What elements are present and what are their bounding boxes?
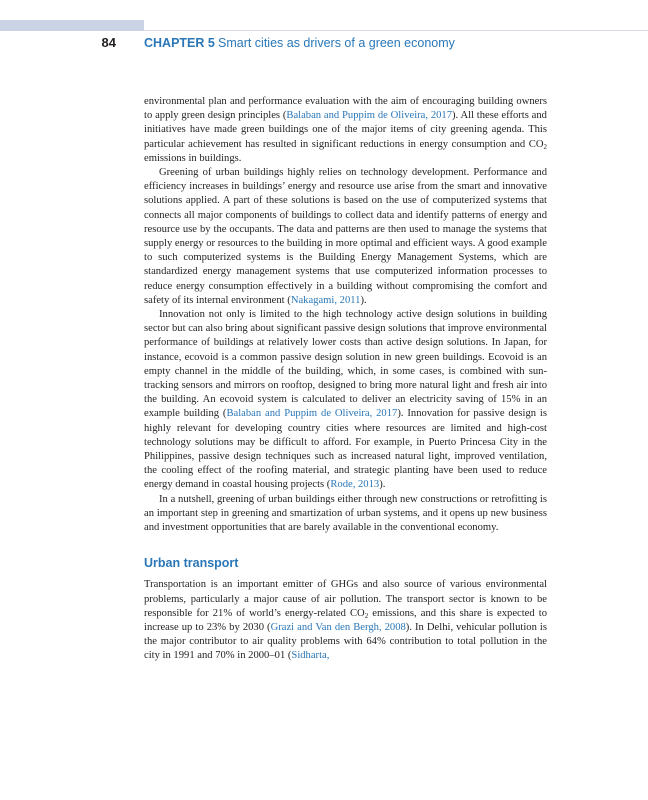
text: environmental plan and performance evaluation with the aim of encouraging building owners to apply green design principles (: [144, 96, 547, 122]
paragraph-5: [144, 578, 547, 663]
text: Greening of urban buildings highly relies on technology development. Performance and efficiency increases in buildings’ energy and resource use arise from the smart and innovative solutions applied. A part of these solutions is based on the use of computerized systems that connects all major components of buildings to collect data and identify patterns of energy and resource use by the occupants. The data and patterns are then used to manage the systems that supply energy or resources to the building in more optimal and efficient ways. A good example to such computerized systems is the Building Energy Management Systems, which are standardized energy management systems that use computerized information processes to reduce energy consumption effectively in a building without compromising the comfort and safety of its internal environment (: [144, 167, 547, 306]
text: ). In Delhi, vehicular pollution is the major contributor to air quality problems with 64% contribution to total pollution in the city in 1991 and 70% in 2000–01 (: [144, 621, 547, 662]
citation-link[interactable]: Grazi and Van den Bergh, 2008: [270, 621, 406, 633]
citation-link[interactable]: Rode, 2013: [330, 479, 380, 491]
paragraph-4: [144, 493, 547, 536]
citation-link[interactable]: Balaban and Puppim de Oliveira, 2017: [226, 408, 398, 420]
text: ). All these efforts and initiatives have made green buildings one of the major items of city greening agenda. This particular achievement has resulted in significant reductions in energy consumption and CO: [144, 110, 547, 150]
header-rule: [144, 30, 648, 31]
page-number: 84: [101, 35, 116, 50]
text: Transportation is an important emitter of GHGs and also source of various environmental problems, particularly a major cause of air pollution. The transport sector is known to be responsible for 21% of world’s energy-related CO: [144, 579, 547, 619]
text: emissions, and this share is expected to increase up to 23% by 2030 (: [144, 607, 547, 633]
citation-link[interactable]: Sidharta,: [291, 650, 330, 662]
text: Innovation not only is limited to the high technology active design solutions in building sector but can also bring about significant passive design solutions that improve environmental performance of buildings at relatively lower costs than active design solutions. In Japan, for instance, ecovoid is a common passive design solution in new green buildings. Ecovoid is an empty channel in the middle of the building, which, in some cases, is combined with sun-tracking sensors and mirrors on rooftop, designed to bring more natural light and fresh air into the building. An ecovoid system is calculated to deliver an electricity saving of 15% in an example building (: [144, 309, 547, 420]
subscript: 2: [364, 611, 369, 620]
chapter-label: CHAPTER 5: [144, 36, 215, 50]
text: emissions in buildings.: [144, 152, 242, 164]
paragraph-2: [144, 166, 547, 308]
text: In a nutshell, greening of urban buildings either through new constructions or retrofitting is an important step in greening and smartization of urban systems, and it opens up new business and investment opportunities that are barely available in the conventional economy.: [144, 493, 547, 534]
subscript: 2: [543, 142, 547, 151]
citation-link[interactable]: Balaban and Puppim de Oliveira, 2017: [286, 110, 453, 122]
header-accent-bar: [0, 20, 144, 31]
chapter-title: Smart cities as drivers of a green economy: [218, 36, 455, 50]
running-header: [0, 35, 648, 55]
text: ).: [360, 294, 367, 306]
section-heading: Urban transport: [144, 556, 239, 571]
text: ). Innovation for passive design is highly relevant for developing country cities where resources are limited and high-cost technology solutions may be difficult to afford. For example, in Puerto Princesa City in the Philippines, passive design techniques such as increased natural light, improved ventilation, the cooling effect of the roofing material, and strategic planting have been used to reduce energy demand in coastal housing projects (: [144, 408, 547, 491]
paragraph-1: [144, 95, 547, 166]
text: ).: [379, 479, 386, 491]
page-body: [144, 95, 547, 664]
citation-link[interactable]: Nakagami, 2011: [290, 294, 361, 306]
paragraph-3: [144, 308, 547, 493]
